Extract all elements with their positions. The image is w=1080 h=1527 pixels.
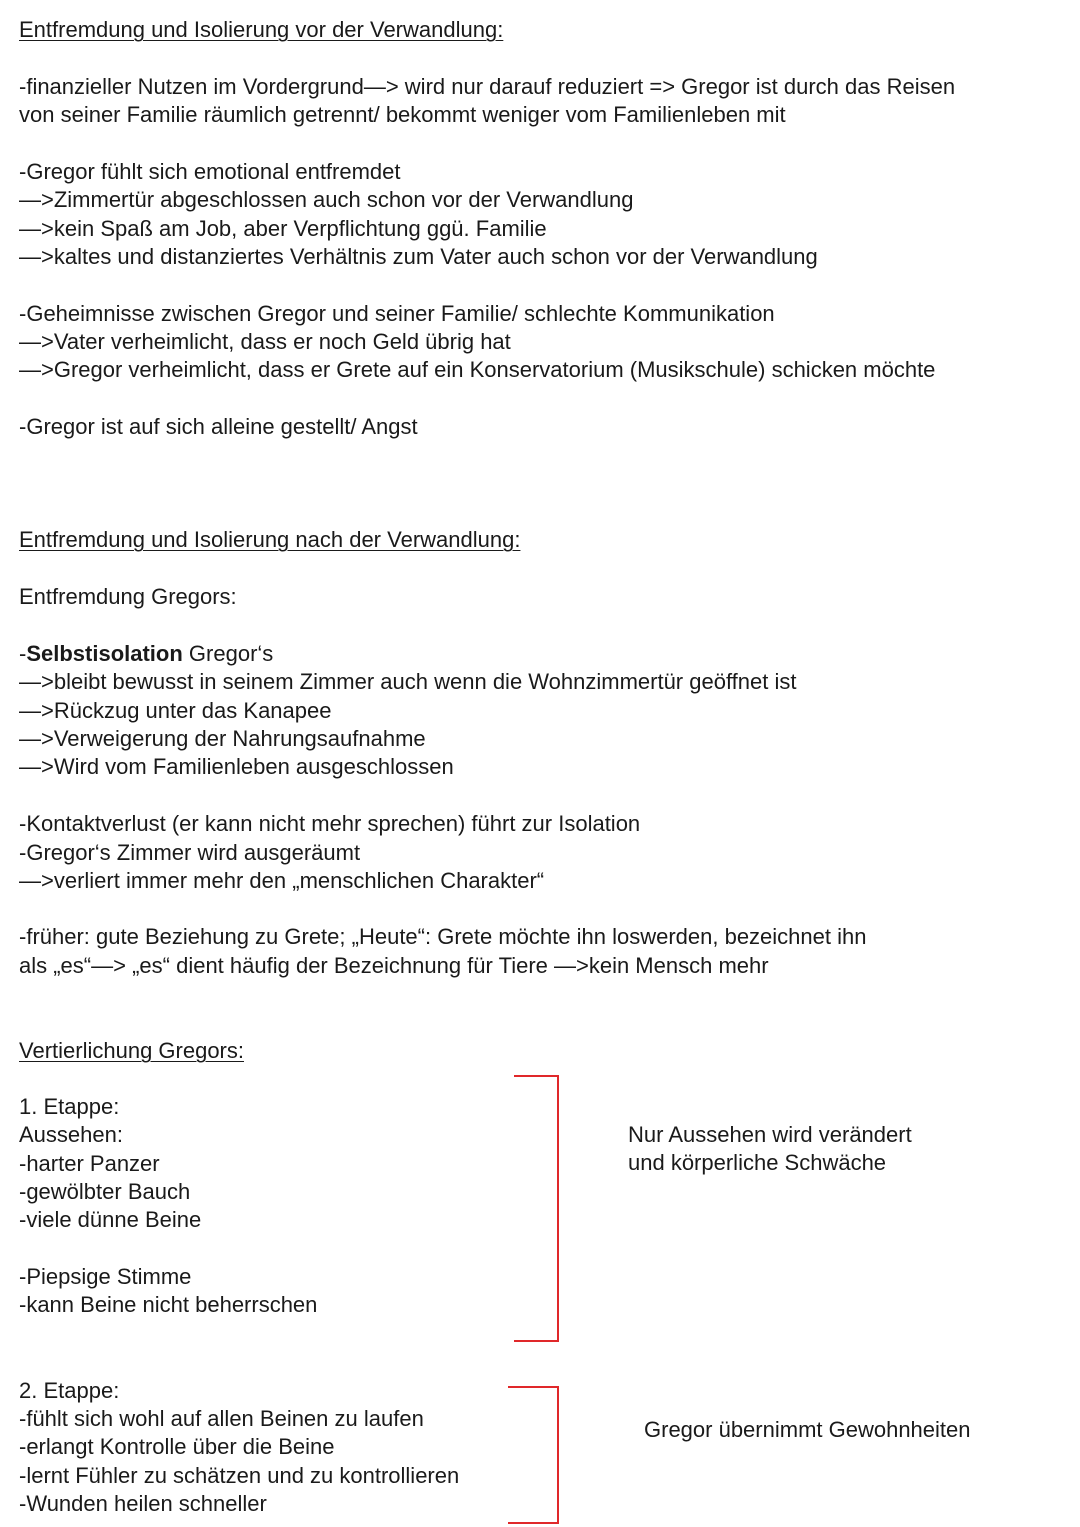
stage2-bracket [508,1386,559,1524]
dash: - [19,641,27,666]
text-line: von seiner Familie räumlich getrennt/ bekommt weniger vom Familienleben mit [19,102,786,127]
text-line: Aussehen: [19,1122,123,1147]
text-line: —>Vater verheimlicht, dass er noch Geld übrig hat [19,329,511,354]
text-line: —>Zimmertür abgeschlossen auch schon vor der Verwandlung [19,187,634,212]
text-line: als „es“—> „es“ dient häufig der Bezeichnung für Tiere —>kein Mensch mehr [19,953,769,978]
text-line: -Geheimnisse zwischen Gregor und seiner Familie/ schlechte Kommunikation [19,301,775,326]
stage2-title: 2. Etappe: [19,1378,120,1403]
text-line: -Gregor‘s Zimmer wird ausgeräumt [19,840,361,865]
text-line: -gewölbter Bauch [19,1179,191,1204]
text-line: —>Rückzug unter das Kanapee [19,698,332,723]
text-line: —>kein Spaß am Job, aber Verpflichtung ggü. Familie [19,216,547,241]
text-line: -Gregor fühlt sich emotional entfremdet [19,159,401,184]
stage1-note-line: Nur Aussehen wird verändert [628,1122,912,1147]
stage2-note: Gregor übernimmt Gewohnheiten [644,1417,971,1442]
text-line: -Wunden heilen schneller [19,1491,267,1516]
text-line: —>Verweigerung der Nahrungsaufnahme [19,726,426,751]
term-suffix: Gregor‘s [182,641,274,666]
text-line: -früher: gute Beziehung zu Grete; „Heute“: Grete möchte ihn loswerden, bezeichnet ihn [19,924,867,949]
text-line: —>Gregor verheimlicht, dass er Grete auf ein Konservatorium (Musikschule) schicken möchte [19,357,936,382]
text-line: —>verliert immer mehr den „menschlichen Charakter“ [19,868,545,893]
text-line: -kann Beine nicht beherrschen [19,1292,318,1317]
text-line: -fühlt sich wohl auf allen Beinen zu laufen [19,1406,424,1431]
text-line: -erlangt Kontrolle über die Beine [19,1434,335,1459]
self-isolation-line [19,640,273,668]
subheading: Entfremdung Gregors: [19,584,237,609]
text-line: -Piepsige Stimme [19,1264,192,1289]
stage1-title: 1. Etappe: [19,1094,120,1119]
section-heading-animalization: Vertierlichung Gregors: [19,1038,244,1063]
text-line: —>bleibt bewusst in seinem Zimmer auch wenn die Wohnzimmertür geöffnet ist [19,669,797,694]
text-line: —>kaltes und distanziertes Verhältnis zum Vater auch schon vor der Verwandlung [19,244,818,269]
section-heading-after: Entfremdung und Isolierung nach der Verwandlung: [19,527,521,552]
text-line: -Gregor ist auf sich alleine gestellt/ Angst [19,414,418,439]
text-line: -Kontaktverlust (er kann nicht mehr sprechen) führt zur Isolation [19,811,641,836]
text-line: -lernt Fühler zu schätzen und zu kontrollieren [19,1463,460,1488]
text-line: -finanzieller Nutzen im Vordergrund—> wird nur darauf reduziert => Gregor ist durch das Reisen [19,74,956,99]
text-line: -harter Panzer [19,1151,160,1176]
stage1-bracket [514,1075,559,1342]
stage1-note-line: und körperliche Schwäche [628,1150,887,1175]
text-line: -viele dünne Beine [19,1207,202,1232]
bold-term: Selbstisolation [26,641,183,666]
text-line: —>Wird vom Familienleben ausgeschlossen [19,754,454,779]
section-heading-before: Entfremdung und Isolierung vor der Verwandlung: [19,17,504,42]
